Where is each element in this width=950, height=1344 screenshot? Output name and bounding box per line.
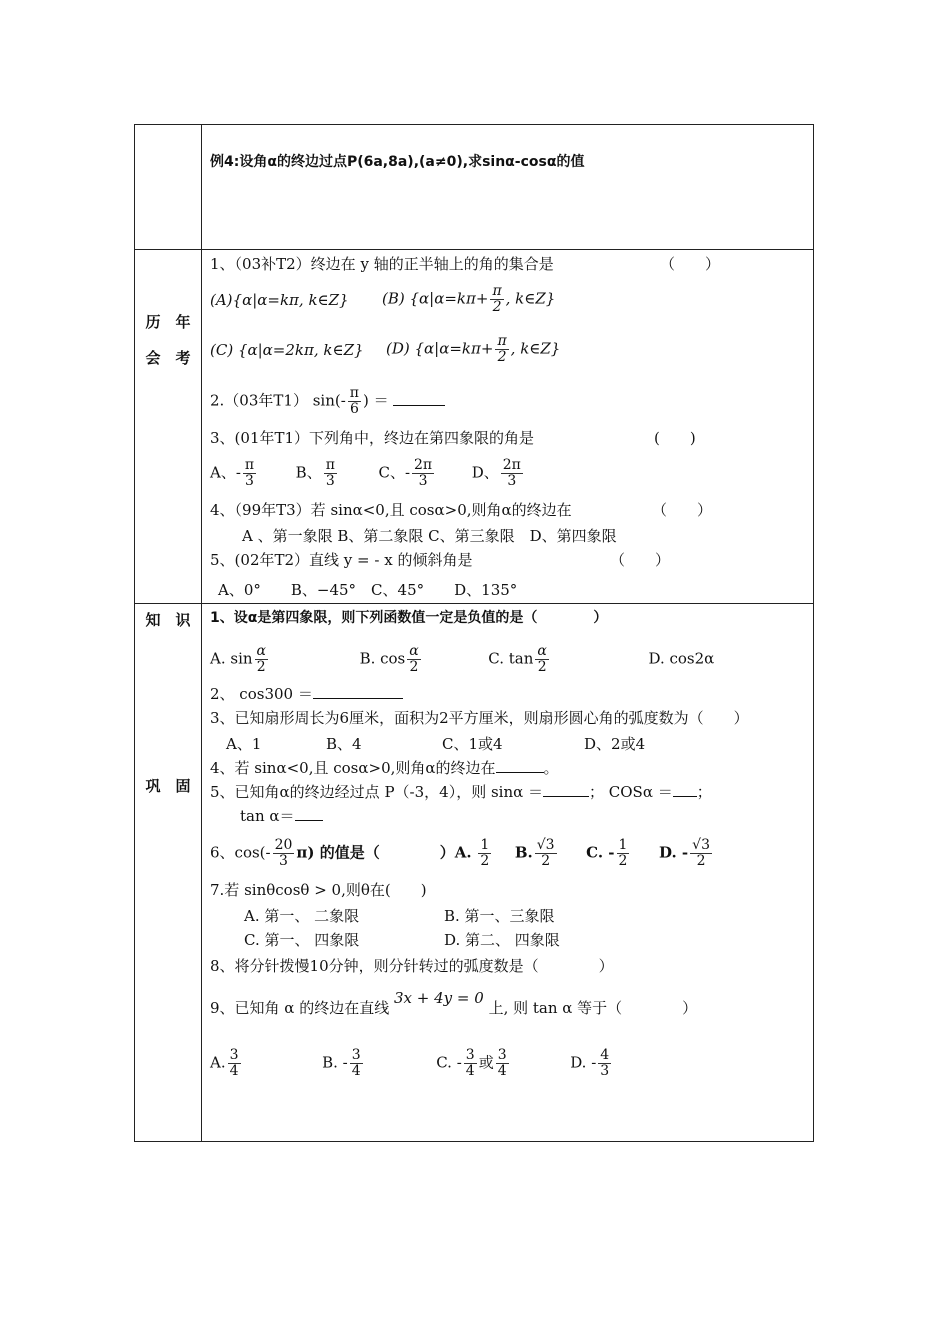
answer-blank[interactable] [393,391,445,406]
frac-num: √3 [692,837,710,853]
frac-den: 3 [600,1063,610,1079]
label-history-1: 历 年 [145,313,191,331]
history-q4-paren: （ ） [652,501,713,519]
k6-c: C. - [586,843,615,862]
k1-d: D. cos2α [648,649,715,668]
fraction [501,458,523,489]
frac-num: √3 [536,837,555,853]
frac-den: 3 [325,473,335,489]
knowledge-q7: 7.若 sinθcosθ > 0,则θ在( ) [210,881,427,899]
fraction [617,838,630,869]
history-q1-option-b [382,284,555,315]
k1-b: B. cos [359,649,406,668]
option-b-pre: (B) {α|α=kπ+ [382,289,489,308]
option-d-pre: (D) {α|α=kπ+ [386,339,494,358]
frac-den: 2 [409,659,419,675]
frac-den: 4 [229,1063,239,1079]
k9-b: B. - [322,1053,348,1072]
knowledge-q7-option-a: A. 第一、 二象限 [244,907,360,925]
frac-den: 4 [497,1063,507,1079]
label-knowledge-2: 巩 固 [145,777,191,795]
fraction [478,838,491,869]
history-q1-paren: （ ） [660,255,721,273]
frac-num: α [256,643,266,659]
knowledge-q7-option-d: D. 第二、 四象限 [444,931,560,949]
knowledge-q5-tan [240,806,323,826]
frac-num: 3 [351,1047,361,1063]
column-divider [201,125,202,1141]
frac-den: 2 [696,853,706,869]
fraction [348,386,361,417]
frac-den: 3 [507,473,517,489]
history-q3: 3、(01年T1）下列角中，终边在第四象限的角是 [210,429,535,447]
fraction [412,458,434,489]
knowledge-q5 [210,782,712,802]
q3-d: D、 [471,463,499,482]
frac-den: 4 [351,1063,361,1079]
fraction [228,1048,241,1079]
option-b-post: , k∈Z} [505,289,556,308]
fraction [496,1048,509,1079]
row-divider [135,603,813,604]
fraction [255,644,268,675]
frac-num: α [409,643,419,659]
frac-num: 4 [600,1047,610,1063]
frac-num: 3 [229,1047,239,1063]
fraction [535,644,548,675]
fraction [407,644,420,675]
history-q1-option-d [386,334,560,365]
knowledge-q4 [210,758,559,778]
knowledge-q1-options [210,644,714,675]
knowledge-q2 [210,684,403,704]
option-d-post: , k∈Z} [510,339,561,358]
fraction [273,838,295,869]
knowledge-q3-option-a: A、1 [226,735,262,753]
frac-num: α [537,643,547,659]
knowledge-q7-option-c: C. 第一、 四象限 [244,931,360,949]
frac-num: 2π [502,457,521,473]
knowledge-q3-option-d: D、2或4 [584,735,646,753]
frac-den: 3 [245,473,254,489]
knowledge-q3-option-c: C、1或4 [442,735,503,753]
k9-a: A. [210,1053,226,1072]
frac-den: 3 [418,473,428,489]
k9-d: D. - [570,1053,597,1072]
history-q1-text: 1、（03补T2）终边在 y 轴的正半轴上的角的集合是 [210,255,554,273]
frac-den: 2 [480,853,490,869]
q3-b: B、 [295,463,322,482]
frac-den: 2 [537,659,547,675]
q3-c: C、- [378,463,411,482]
frac-num: π [325,457,335,473]
fraction [690,838,712,869]
answer-blank[interactable] [295,806,323,821]
frac-num: 1 [480,837,490,853]
k9-equation: 3x + 4y = 0 [394,989,484,1007]
history-q2 [210,386,445,417]
frac-num: 2π [414,457,433,473]
frac-num: 20 [274,837,293,853]
history-q5-options: A、0° B、−45° C、45° D、135° [218,581,518,599]
k6-pre: 6、cos(- [210,843,271,862]
k6-d: D. - [659,843,689,862]
fraction [350,1048,363,1079]
frac-den: 3 [279,853,288,869]
history-q5: 5、(02年T2）直线 y = - x 的倾斜角是 [210,551,473,569]
frac-den: 2 [541,853,551,869]
k4-end: 。 [543,759,559,777]
history-q3-paren: ( ) [654,429,696,447]
k5-tan: tan α＝ [240,807,295,825]
knowledge-q1: 1、设α是第四象限，则下列函数值一定是负值的是（ ） [210,610,608,626]
frac-den: 4 [465,1063,475,1079]
knowledge-q6 [210,838,714,869]
history-q1 [210,254,554,274]
answer-blank[interactable] [543,782,589,797]
frac-num: π [349,385,359,401]
history-q4-options: A 、第一象限 B、第二象限 C、第三象限 D、第四象限 [242,527,617,545]
frac-num: 1 [618,837,628,853]
knowledge-q9 [210,989,698,1018]
k9-or: 或 [478,1053,494,1072]
answer-blank[interactable] [673,782,697,797]
frac-den: 2 [497,349,507,365]
fraction [495,334,508,365]
knowledge-q9-options [210,1048,613,1079]
frac-num: π [497,333,507,349]
k9-pre: 9、已知角 α 的终边在直线 [210,999,390,1017]
fraction [243,458,256,489]
frac-num: π [244,457,255,473]
k5-end: ； [696,783,712,801]
frac-num: 3 [465,1047,475,1063]
fraction [490,284,503,315]
frac-den: 6 [349,401,359,417]
fraction [464,1048,477,1079]
fraction [324,458,337,489]
frac-num: 3 [497,1047,507,1063]
frac-num: π [492,283,502,299]
knowledge-q3: 3、已知扇形周长为6厘米，面积为2平方厘米，则扇形圆心角的弧度数为（ ） [210,709,749,727]
k9-c: C. - [436,1053,462,1072]
k5-text: 5、已知角α的终边经过点 P（-3，4），则 sinα ＝ [210,783,544,801]
fraction [535,838,557,869]
knowledge-q3-option-b: B、4 [326,735,362,753]
label-knowledge-1: 知 识 [145,611,191,629]
frac-den: 2 [256,659,266,675]
frac-den: 2 [492,299,502,315]
q3-a: A、- [210,463,241,482]
history-q3-options [210,458,525,489]
k4-text: 4、若 sinα<0,且 cosα>0,则角α的终边在 [210,759,496,777]
k1-a: A. sin [210,649,253,668]
k6-post: π) 的值是（ ）A. [296,843,472,862]
q2-post: ) ＝ [363,391,389,410]
history-q4: 4、（99年T3）若 sinα<0,且 cosα>0,则角α的终边在 [210,501,572,519]
answer-blank[interactable] [496,758,544,773]
k9-mid: 上, 则 tan α 等于（ ） [488,999,698,1017]
q2-pre: 2.（03年T1） sin(- [210,391,346,410]
knowledge-q8: 8、将分针拨慢10分钟，则分针转过的弧度数是（ ） [210,957,614,975]
k2-text: 2、 cos300 ＝ [210,685,313,703]
knowledge-q7-option-b: B. 第一、三象限 [444,907,555,925]
example-4: 例4:设角α的终边过点P(6a,8a),(a≠0),求sinα-cosα的值 [210,154,585,170]
history-q5-paren: （ ） [610,551,671,569]
answer-blank[interactable] [313,684,403,699]
history-q1-option-a: (A){α|α=kπ, k∈Z} [210,291,349,309]
k5-mid: ； COSα ＝ [589,783,673,801]
frac-den: 2 [618,853,628,869]
k6-b: B. [514,843,533,862]
row-divider [135,249,813,250]
label-history-2: 会 考 [145,349,191,367]
k1-c: C. tan [488,649,534,668]
fraction [598,1048,611,1079]
history-q1-option-c: (C) {α|α=2kπ, k∈Z} [210,341,364,359]
